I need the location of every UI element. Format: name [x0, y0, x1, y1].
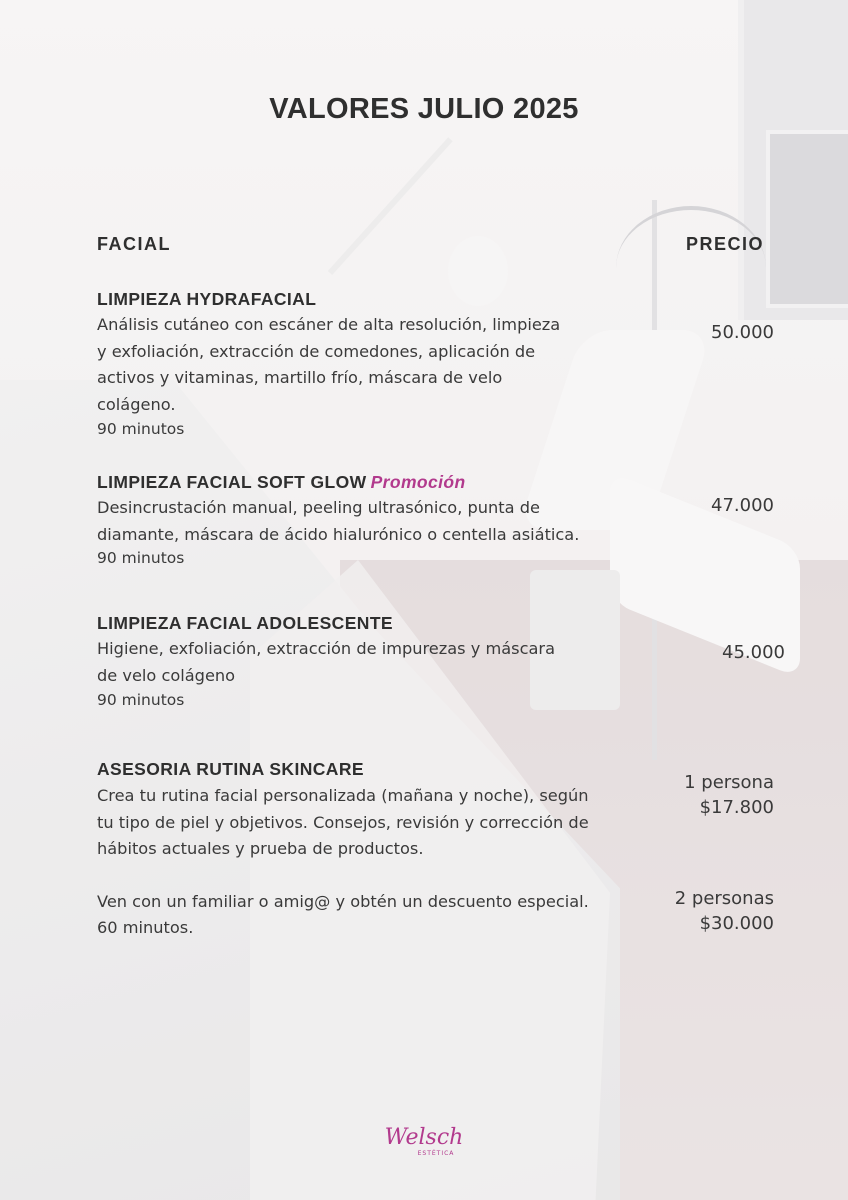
column-header-facial: FACIAL — [97, 234, 171, 254]
service-description: Desincrustación manual, peeling ultrasónico, punta de diamante, máscara de ácido hialurónico o centella asiática. — [97, 498, 580, 544]
price-option-2 — [675, 886, 774, 936]
service-duration: 90 minutos — [97, 420, 185, 438]
page-title: VALORES JULIO 2025 — [269, 93, 579, 125]
price-option-label: 1 persona — [684, 772, 774, 793]
service-price: 47.000 — [711, 495, 774, 516]
price-option-value: $17.800 — [699, 797, 774, 818]
logo-subtitle: ESTÉTICA — [417, 1150, 455, 1157]
welsch-logo-icon — [379, 1118, 469, 1162]
service-note: Ven con un familiar o amig@ y obtén un descuento especial. 60 minutos. — [97, 891, 589, 937]
service-soft-glow — [97, 471, 627, 568]
service-asesoria-skincare — [97, 758, 637, 942]
price-option-value: $30.000 — [699, 913, 774, 934]
service-adolescente — [97, 612, 627, 711]
service-description: Crea tu rutina facial personalizada (mañana y noche), según tu tipo de piel y objetivos. Consejos, revisión y corrección de hábitos actuales y prueba de productos. — [97, 786, 589, 858]
promotion-badge: Promoción — [370, 472, 466, 492]
logo-wordmark: Welsch — [384, 1125, 464, 1150]
service-hydrafacial — [97, 288, 627, 440]
service-name: LIMPIEZA HYDRAFACIAL — [97, 289, 317, 309]
service-duration: 90 minutos — [97, 549, 185, 567]
service-price: 50.000 — [711, 322, 774, 343]
service-price: 45.000 — [722, 642, 785, 663]
price-option-1 — [684, 770, 774, 820]
service-name: ASESORIA RUTINA SKINCARE — [97, 759, 364, 779]
service-description: Higiene, exfoliación, extracción de impurezas y máscara de velo colágeno — [97, 639, 555, 685]
price-option-label: 2 personas — [674, 888, 774, 909]
brand-logo — [0, 1118, 848, 1166]
service-duration: 90 minutos — [97, 691, 185, 709]
service-name: LIMPIEZA FACIAL SOFT GLOW Promoción — [97, 472, 466, 492]
service-name: LIMPIEZA FACIAL ADOLESCENTE — [97, 613, 393, 633]
service-description: Análisis cutáneo con escáner de alta resolución, limpieza y exfoliación, extracción de comedones, aplicación de activos y vitaminas, martillo frío, máscara de velo colágeno. — [97, 315, 561, 414]
column-header-precio: PRECIO — [685, 234, 764, 254]
